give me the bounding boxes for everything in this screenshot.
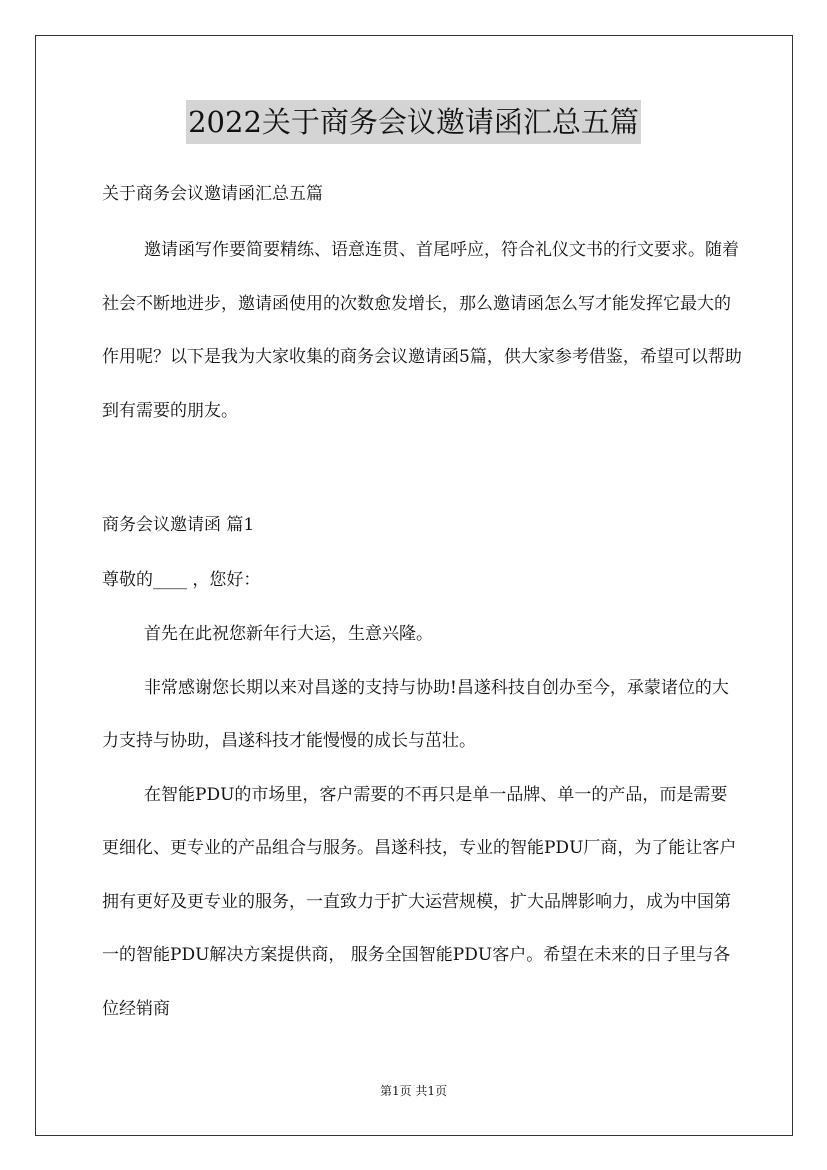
document-title: 2022关于商务会议邀请函汇总五篇 bbox=[186, 100, 641, 144]
intro-paragraph: 邀请函写作要简要精练、语意连贯、首尾呼应，符合礼仪文书的行文要求。随着社会不断地进步，邀请函使用的次数愈发增长，那么邀请函怎么写才能发挥它最大的作用呢？以下是我为大家收集的商务会议邀请函5篇，供大家参考借鉴，希望可以帮助到有需要的朋友。 bbox=[102, 240, 742, 421]
body-paragraph-2: 非常感谢您长期以来对昌遂的支持与协助!昌遂科技自创办至今，承蒙诸位的大力支持与协助，昌遂科技才能慢慢的成长与茁壮。 bbox=[102, 677, 729, 751]
body-paragraph-3: 在智能PDU的市场里，客户需要的不再只是单一品牌、单一的产品，而是需要更细化、更专业的产品组合与服务。昌遂科技，专业的智能PDU厂商，为了能让客户拥有更好及更专业的服务，一直致力于扩大运营规模，扩大品牌影响力，成为中国第一的智能PDU解决方案提供商， 服务全国智能PDU客户。希望在未来的日子里与各位经销商 bbox=[102, 784, 737, 1019]
page-footer: 第1页 共1页 bbox=[379, 1084, 448, 1098]
document-subtitle: 关于商务会议邀请函汇总五篇 bbox=[102, 184, 323, 204]
title-container bbox=[0, 100, 827, 144]
salutation: 尊敬的____ ，您好： bbox=[102, 570, 261, 590]
section-heading: 商务会议邀请函 篇1 bbox=[102, 515, 255, 535]
body-paragraph-1: 首先在此祝您新年行大运，生意兴隆。 bbox=[144, 624, 433, 644]
section-spacer bbox=[102, 438, 742, 498]
document-body bbox=[102, 176, 742, 1036]
